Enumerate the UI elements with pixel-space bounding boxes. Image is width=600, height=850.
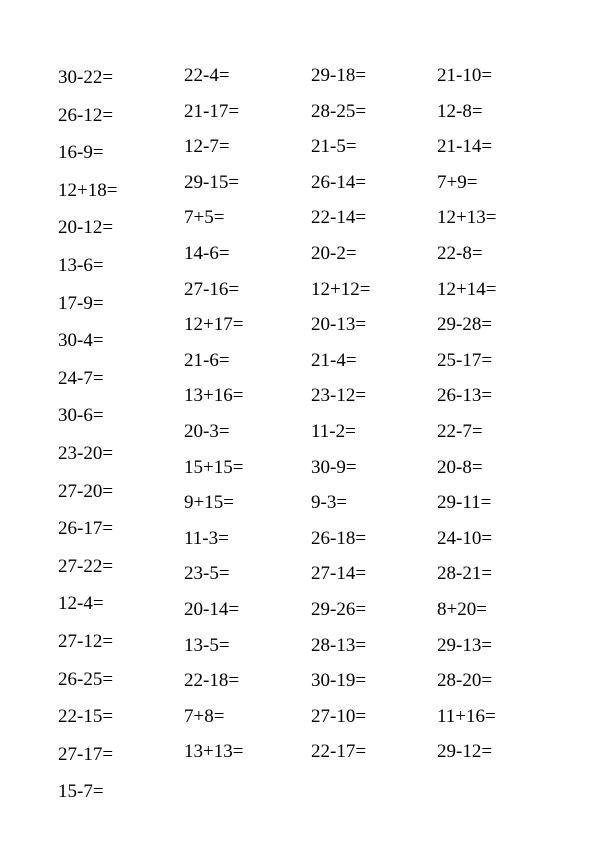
math-problem: 28-21=: [437, 563, 493, 585]
math-problem: 30-6=: [58, 405, 104, 427]
math-problem: 13-5=: [184, 634, 230, 656]
math-problem: 23-20=: [58, 442, 114, 464]
math-problem: 22-14=: [311, 207, 367, 229]
math-problem: 23-12=: [311, 385, 367, 407]
math-problem: 21-5=: [311, 136, 357, 158]
problem-column-4: [437, 64, 557, 776]
math-problem: 26-17=: [58, 518, 114, 540]
math-problem: 7+5=: [184, 207, 225, 229]
math-problem: 22-18=: [184, 670, 240, 692]
math-problem: 20-2=: [311, 242, 357, 264]
math-problem: 22-7=: [437, 420, 483, 442]
math-problem: 22-8=: [437, 242, 483, 264]
math-problem: 27-20=: [58, 480, 114, 502]
math-problem: 12-7=: [184, 136, 230, 158]
math-problem: 28-20=: [437, 670, 493, 692]
math-problem: 24-10=: [437, 527, 493, 549]
math-problem: 21-10=: [437, 65, 493, 86]
math-problem: 22-17=: [311, 741, 367, 763]
math-problem: 29-18=: [311, 65, 367, 86]
math-problem: 26-13=: [437, 385, 493, 407]
math-problem: 27-14=: [311, 563, 367, 585]
math-problem: 29-13=: [437, 634, 493, 656]
math-problem: 15+15=: [184, 456, 244, 478]
math-problem: 26-14=: [311, 171, 367, 193]
problem-column-1: [58, 64, 178, 816]
math-problem: 12-4=: [58, 593, 104, 615]
math-problem: 23-5=: [184, 563, 230, 585]
math-problem: 20-8=: [437, 456, 483, 478]
math-problem: 20-3=: [184, 420, 230, 442]
math-problem: 16-9=: [58, 142, 104, 164]
math-problem: 27-10=: [311, 705, 367, 727]
math-problem: 13-6=: [58, 254, 104, 276]
math-problem: 11-2=: [311, 420, 356, 442]
math-problem: 12-8=: [437, 100, 483, 122]
math-problem: 21-14=: [437, 136, 493, 158]
math-problem: 12+14=: [437, 278, 497, 300]
math-problem: 29-15=: [184, 171, 240, 193]
math-problem: 22-4=: [184, 65, 230, 86]
math-problem: 25-17=: [437, 349, 493, 371]
math-problem: 12+18=: [58, 179, 118, 201]
math-problem: 28-13=: [311, 634, 367, 656]
math-problem: 21-6=: [184, 349, 230, 371]
math-problem: 9-3=: [311, 492, 348, 514]
math-problem: 21-17=: [184, 100, 240, 122]
math-problem: 20-13=: [311, 314, 367, 336]
math-problem: 22-15=: [58, 706, 114, 728]
math-problem: 26-25=: [58, 668, 114, 690]
math-problem: 30-9=: [311, 456, 357, 478]
math-problem: 21-4=: [311, 349, 357, 371]
math-problem: 27-16=: [184, 278, 240, 300]
math-problem: 15-7=: [58, 781, 104, 803]
math-problem: 28-25=: [311, 100, 367, 122]
math-problem: 30-4=: [58, 330, 104, 352]
math-problem: 17-9=: [58, 292, 104, 314]
math-problem: 13+13=: [184, 741, 244, 763]
math-problem: 29-28=: [437, 314, 493, 336]
math-problem: 14-6=: [184, 242, 230, 264]
math-problem: 20-14=: [184, 598, 240, 620]
problem-column-2: [184, 64, 304, 776]
math-problem: 7+8=: [184, 705, 225, 727]
math-problem: 24-7=: [58, 367, 104, 389]
math-problem: 8+20=: [437, 598, 487, 620]
math-problem: 29-12=: [437, 741, 493, 763]
math-problem: 30-22=: [58, 67, 114, 88]
math-problem: 27-22=: [58, 555, 114, 577]
math-problem: 26-18=: [311, 527, 367, 549]
math-problem: 27-17=: [58, 743, 114, 765]
problem-column-3: [311, 64, 431, 776]
math-problem: 7+9=: [437, 171, 478, 193]
math-problem: 11+16=: [437, 705, 496, 727]
math-problem: 12+12=: [311, 278, 371, 300]
math-problem: 20-12=: [58, 217, 114, 239]
math-problem: 27-12=: [58, 630, 114, 652]
math-problem: 26-12=: [58, 104, 114, 126]
math-problem: 12+13=: [437, 207, 497, 229]
math-problem: 29-26=: [311, 598, 367, 620]
math-problem: 13+16=: [184, 385, 244, 407]
math-problem: 12+17=: [184, 314, 244, 336]
math-problem: 30-19=: [311, 670, 367, 692]
math-problem: 29-11=: [437, 492, 492, 514]
math-problem: 11-3=: [184, 527, 229, 549]
math-problem: 9+15=: [184, 492, 234, 514]
